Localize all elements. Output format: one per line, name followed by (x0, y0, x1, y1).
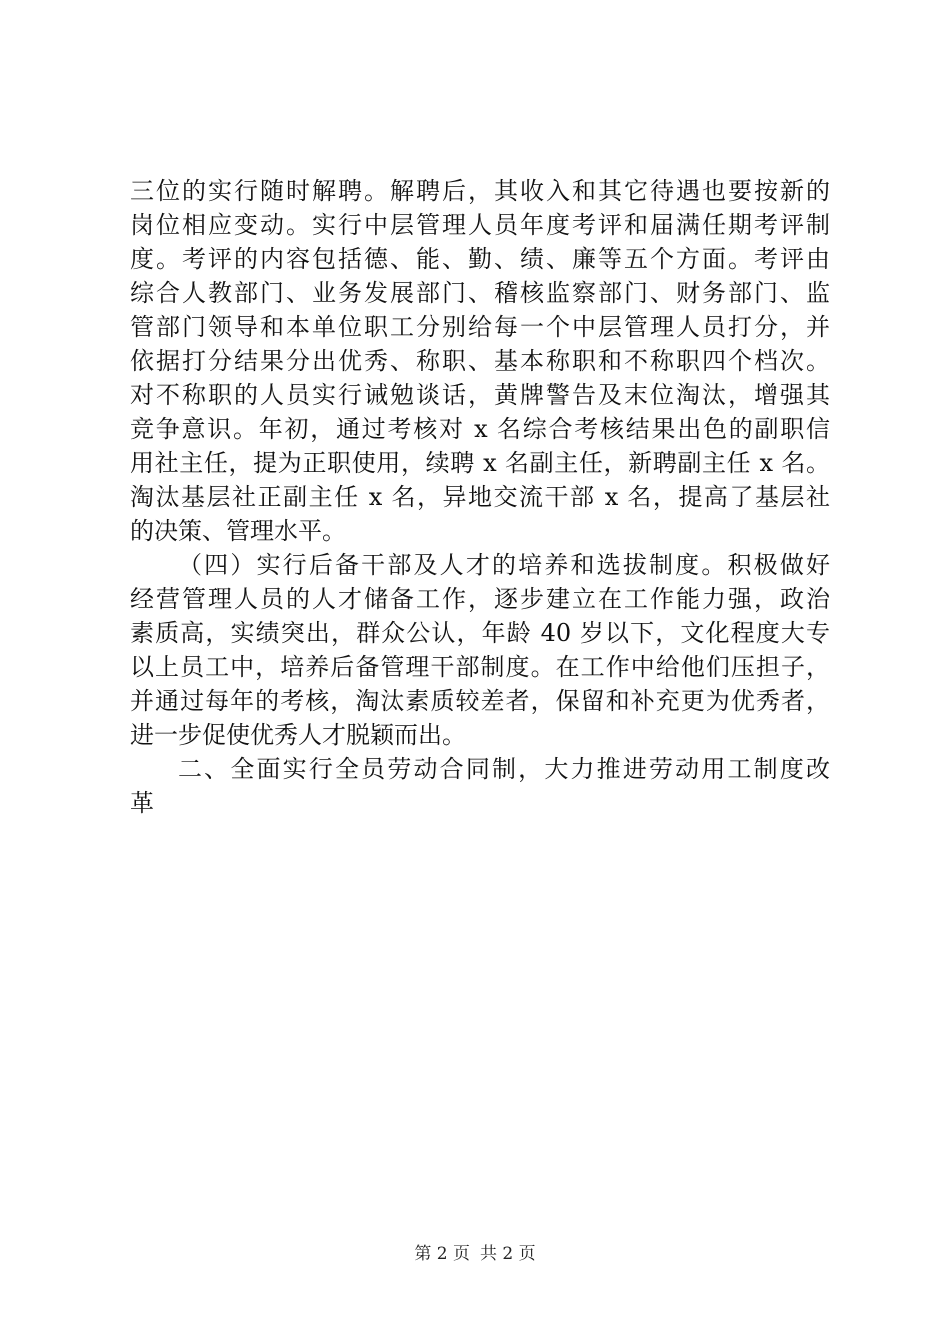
text-line: 三位的实行随时解聘。解聘后，其收入和其它待遇也要按新的 (130, 177, 830, 205)
paragraph-2 (130, 548, 830, 752)
text-line: 并通过每年的考核，淘汰素质较差者，保留和补充更为优秀者， (130, 687, 830, 715)
text-line: 淘汰基层社正副主任 x 名，异地交流干部 x 名，提高了基层社 (130, 483, 830, 511)
text-line: 度。考评的内容包括德、能、勤、绩、廉等五个方面。考评由 (130, 245, 830, 273)
text-line: 用社主任，提为正职使用，续聘 x 名副主任，新聘副主任 x 名。 (130, 449, 830, 477)
text-line: 对不称职的人员实行诫勉谈话，黄牌警告及末位淘汰，增强其 (130, 381, 830, 409)
text-line: 进一步促使优秀人才脱颖而出。 (130, 721, 466, 749)
page-total: 共 2 页 (480, 1244, 536, 1264)
text-line: 管部门领导和本单位职工分别给每一个中层管理人员打分，并 (130, 313, 830, 341)
text-line: 岗位相应变动。实行中层管理人员年度考评和届满任期考评制 (130, 211, 830, 239)
text-line: 综合人教部门、业务发展部门、稽核监察部门、财务部门、监 (130, 279, 830, 307)
text-line: 革 (130, 789, 154, 817)
text-line: 竞争意识。年初，通过考核对 x 名综合考核结果出色的副职信 (130, 415, 830, 443)
text-line: （四）实行后备干部及人才的培养和选拔制度。积极做好 (178, 551, 830, 579)
paragraph-3 (130, 752, 830, 820)
paragraph-1 (130, 174, 830, 548)
text-line: 依据打分结果分出优秀、称职、基本称职和不称职四个档次。 (130, 347, 830, 375)
page-number: 第 2 页 (414, 1244, 470, 1264)
text-line: 经营管理人员的人才储备工作，逐步建立在工作能力强，政治 (130, 585, 830, 613)
text-line: 以上员工中，培养后备管理干部制度。在工作中给他们压担子， (130, 653, 830, 681)
text-line: 二、全面实行全员劳动合同制，大力推进劳动用工制度改 (178, 755, 830, 783)
text-line: 素质高，实绩突出，群众公认，年龄 40 岁以下，文化程度大专 (130, 619, 830, 647)
page-footer (0, 1243, 950, 1265)
document-body (130, 174, 830, 820)
text-line: 的决策、管理水平。 (130, 517, 346, 545)
